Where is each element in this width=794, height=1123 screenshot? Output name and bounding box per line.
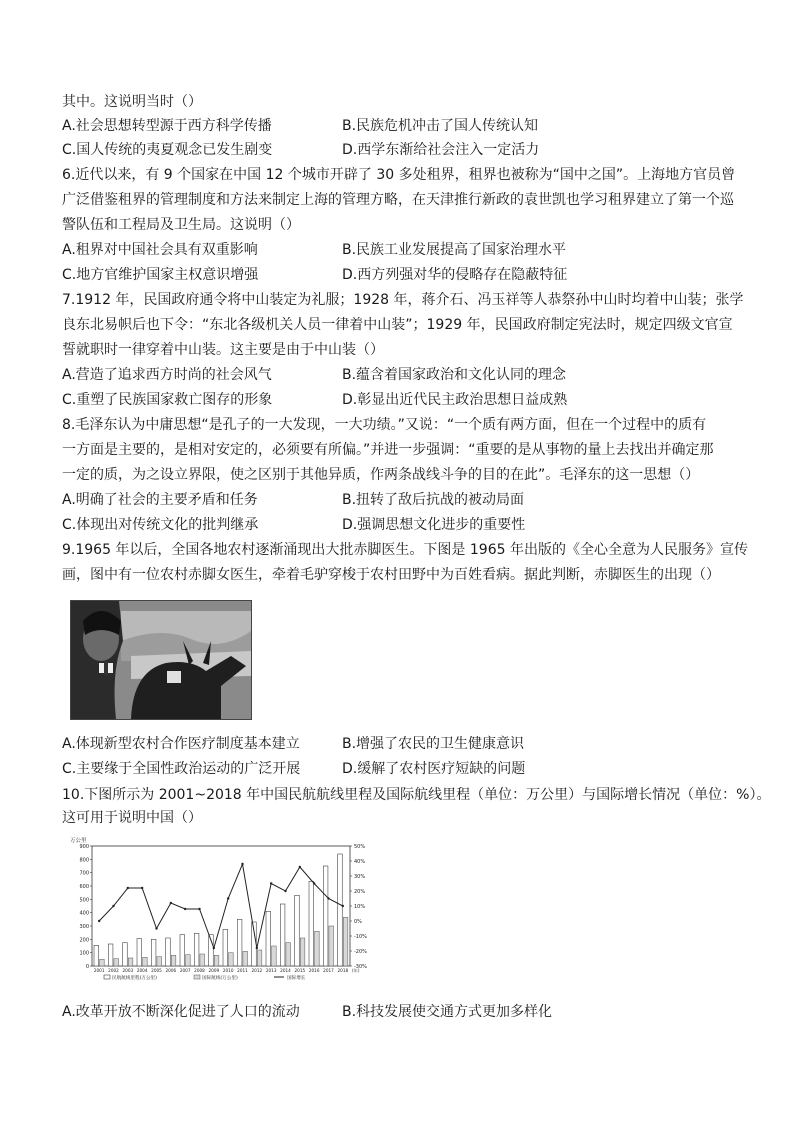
x-tick-label: 2014 — [280, 968, 291, 973]
q8-option-c[interactable]: C.体现出对传统文化的批判继承 — [62, 517, 259, 533]
x-tick-label: 2010 — [222, 968, 234, 973]
q6-option-a[interactable]: A.租界对中国社会具有双重影响 — [62, 242, 258, 258]
q9-option-b[interactable]: B.增强了农民的卫生健康意识 — [342, 736, 525, 752]
bar-international — [315, 931, 320, 966]
x-tick-label: 2008 — [194, 968, 205, 973]
y2-tick-label: -30% — [354, 964, 367, 970]
q8-option-d[interactable]: D.强调思想文化进步的重要性 — [342, 517, 526, 533]
y2-tick-label: 0% — [354, 919, 362, 925]
x-tick-label: 2005 — [151, 968, 162, 973]
bar-domestic — [194, 933, 199, 966]
y-axis-unit: 万公里 — [70, 838, 87, 844]
q6-stem-line2: 广泛借鉴租界的管理制度和方法来制定上海的管理方略，在天津推行新政的袁世凯也学习租界建立了第一个巡 — [62, 192, 734, 208]
q8-option-b[interactable]: B.扭转了敌后抗战的被动局面 — [342, 492, 525, 508]
y-tick-label: 300 — [79, 924, 89, 930]
x-tick-label: 2004 — [136, 968, 148, 973]
bar-international — [114, 959, 119, 966]
legend-label-international: 国际航线(万公里) — [202, 976, 238, 980]
bar-domestic — [237, 919, 242, 966]
legend-label-domestic: 民航航线里程(万公里) — [112, 976, 157, 980]
bar-international — [186, 955, 191, 966]
x-tick-label: 2002 — [108, 968, 119, 973]
y-tick-label: 900 — [79, 844, 89, 850]
x-tick-label: 2017 — [323, 968, 334, 973]
y2-tick-label: 20% — [354, 889, 366, 895]
x-tick-label: 2015 — [294, 968, 306, 973]
bar-international — [171, 955, 176, 966]
bar-international — [143, 957, 148, 966]
q5-stem-tail: 其中。这说明当时（） — [62, 94, 202, 110]
aviation-chart-svg — [66, 832, 396, 980]
bar-international — [229, 953, 234, 966]
y-tick-label: 700 — [79, 870, 89, 877]
q8-stem-line3: 一定的质，为之设立界限，使之区别于其他异质，作两条战线斗争的目的在此”。毛泽东的这一思想（） — [62, 467, 700, 483]
x-tick-label: 2001 — [93, 968, 105, 973]
growth-point — [299, 866, 301, 868]
q5-option-c[interactable]: C.国人传统的夷夏观念已发生剧变 — [62, 142, 273, 158]
growth-point — [284, 890, 286, 892]
q9-stem-line2: 画，图中有一位农村赤脚女医生，牵着毛驴穿梭于农村田野中为百姓看病。据此判断，赤脚医生的出现（） — [62, 567, 720, 583]
growth-point — [327, 897, 329, 899]
bar-domestic — [151, 939, 156, 966]
bar-domestic — [137, 939, 142, 966]
bar-international — [257, 950, 262, 966]
x-tick-label: 2011 — [237, 968, 248, 973]
q7-option-d[interactable]: D.彰显出近代民主政治思想日益成熟 — [342, 392, 568, 408]
legend-swatch-domestic — [104, 975, 110, 979]
q9-option-c[interactable]: C.主要缘于全国性政治运动的广泛开展 — [62, 761, 301, 777]
growth-point — [256, 947, 258, 949]
bar-international — [343, 917, 348, 966]
y2-tick-label: -20% — [354, 949, 367, 955]
q6-option-c[interactable]: C.地方官维护国家主权意识增强 — [62, 267, 259, 283]
aviation-chart — [66, 832, 396, 980]
growth-point — [270, 882, 272, 884]
q10-option-a[interactable]: A.改革开放不断深化促进了人口的流动 — [62, 1004, 300, 1020]
y-tick-label: 800 — [79, 857, 89, 864]
bar-international — [243, 951, 248, 966]
bar-international — [100, 959, 105, 966]
bar-domestic — [323, 866, 328, 966]
bar-international — [286, 943, 291, 966]
y-tick-label: 500 — [79, 897, 89, 904]
x-tick-label: 2016 — [308, 968, 320, 973]
growth-point — [127, 887, 129, 889]
growth-line — [99, 864, 343, 948]
x-tick-label: 2018 — [337, 968, 349, 973]
q9-option-a[interactable]: A.体现新型农村合作医疗制度基本建立 — [62, 736, 300, 752]
q6-stem-line3: 警队伍和工程局及卫生局。这说明（） — [62, 217, 300, 233]
q5-option-a[interactable]: A.社会思想转型源于西方科学传播 — [62, 118, 272, 134]
bar-international — [214, 955, 219, 966]
bar-domestic — [338, 854, 343, 966]
q6-option-b[interactable]: B.民族工业发展提高了国家治理水平 — [342, 242, 567, 258]
propaganda-poster-image — [70, 600, 252, 720]
q7-stem-line2: 良东北易帜后也下令：“东北各级机关人员一律着中山装”；1929 年，民国政府制定宪法时，规定四级文官宣 — [62, 317, 733, 333]
bar-international — [272, 946, 277, 966]
q9-option-d[interactable]: D.缓解了农村医疗短缺的问题 — [342, 761, 526, 777]
q10-stem-line1: 10.下图所示为 2001~2018 年中国民航航线里程及国际航线里程（单位：万公里）与国际增长情况（单位：%）。 — [62, 787, 771, 803]
growth-point — [198, 908, 200, 910]
growth-point — [112, 905, 114, 907]
q5-option-b[interactable]: B.民族危机冲击了国人传统认知 — [342, 118, 539, 134]
growth-point — [170, 902, 172, 904]
q7-stem-line3: 誓就职时一律穿着中山装。这主要是由于中山装（） — [62, 342, 384, 358]
legend-label-growth: 国际增长 — [287, 976, 306, 980]
growth-point — [155, 927, 157, 929]
q8-option-a[interactable]: A.明确了社会的主要矛盾和任务 — [62, 492, 258, 508]
bar-international — [300, 938, 305, 966]
bar-domestic — [309, 881, 314, 966]
bar-domestic — [266, 911, 271, 966]
bar-international — [128, 958, 133, 966]
q8-stem-line2: 一方面是主要的，是相对安定的，必须要有所偏。”并进一步强调：“重要的是从事物的量上去找出并确定那 — [62, 442, 714, 458]
bar-domestic — [166, 938, 171, 966]
x-tick-label: 2009 — [208, 968, 220, 973]
legend-swatch-international — [194, 975, 200, 979]
q6-stem-line1: 6.近代以来，有 9 个国家在中国 12 个城市开辟了 30 多处租界，租界也被称为“国中之国”。上海地方官员曾 — [62, 167, 736, 183]
y-tick-label: 200 — [79, 937, 89, 944]
bar-domestic — [94, 945, 99, 966]
q8-stem-line1: 8.毛泽东认为中庸思想“是孔子的一大发现，一大功绩。”又说：“一个质有两方面，但在一个过程中的质有 — [62, 417, 707, 433]
bar-domestic — [180, 935, 185, 966]
bar-international — [157, 957, 162, 966]
q7-option-c[interactable]: C.重塑了民族国家救亡图存的形象 — [62, 392, 273, 408]
bar-domestic — [280, 904, 285, 966]
bar-domestic — [295, 895, 300, 966]
q7-option-b[interactable]: B.蕴含着国家政治和文化认同的理念 — [342, 367, 567, 383]
growth-point — [141, 887, 143, 889]
x-tick-label: 2006 — [165, 968, 177, 973]
y2-tick-label: 50% — [354, 844, 366, 850]
bar-domestic — [108, 944, 113, 966]
x-tick-label: 2012 — [251, 968, 263, 973]
q6-option-d[interactable]: D.西方列强对华的侵略存在隐蔽特征 — [342, 267, 568, 283]
q5-option-d[interactable]: D.西学东渐给社会注入一定活力 — [342, 142, 540, 158]
bar-domestic — [123, 943, 128, 966]
growth-point — [313, 882, 315, 884]
bar-international — [200, 954, 205, 966]
y-tick-label: 400 — [79, 910, 89, 917]
q10-option-b[interactable]: B.科技发展使交通方式更加多样化 — [342, 1004, 553, 1020]
growth-point — [342, 905, 344, 907]
x-tick-label: 2007 — [179, 968, 191, 973]
bar-domestic — [223, 929, 228, 966]
growth-point — [98, 920, 100, 922]
x-tick-label: 2003 — [122, 968, 134, 973]
x-tick-label: 2013 — [265, 968, 277, 973]
y-tick-label: 100 — [79, 950, 89, 957]
growth-point — [241, 863, 243, 865]
y2-tick-label: 30% — [354, 874, 366, 880]
q10-stem-line2: 这可用于说明中国（） — [62, 810, 202, 826]
x-axis-unit: (年) — [352, 968, 360, 973]
y2-tick-label: 10% — [354, 904, 366, 910]
growth-point — [227, 897, 229, 899]
q7-option-a[interactable]: A.营造了追求西方时尚的社会风气 — [62, 367, 272, 383]
y-tick-label: 0 — [85, 964, 89, 970]
y-tick-label: 600 — [79, 884, 89, 890]
growth-point — [213, 947, 215, 949]
growth-point — [184, 908, 186, 910]
q9-stem-line1: 9.1965 年以后，全国各地农村逐渐涌现出大批赤脚医生。下图是 1965 年出版的《全心全意为人民服务》宣传 — [62, 542, 748, 558]
y2-tick-label: -10% — [354, 934, 367, 940]
poster-illustration — [71, 601, 251, 719]
q7-stem-line1: 7.1912 年，民国政府通令将中山装定为礼服；1928 年，蒋介石、冯玉祥等人恭祭孙中山时均着中山装；张学 — [62, 292, 744, 308]
bar-international — [329, 926, 334, 966]
y2-tick-label: 40% — [354, 859, 366, 865]
